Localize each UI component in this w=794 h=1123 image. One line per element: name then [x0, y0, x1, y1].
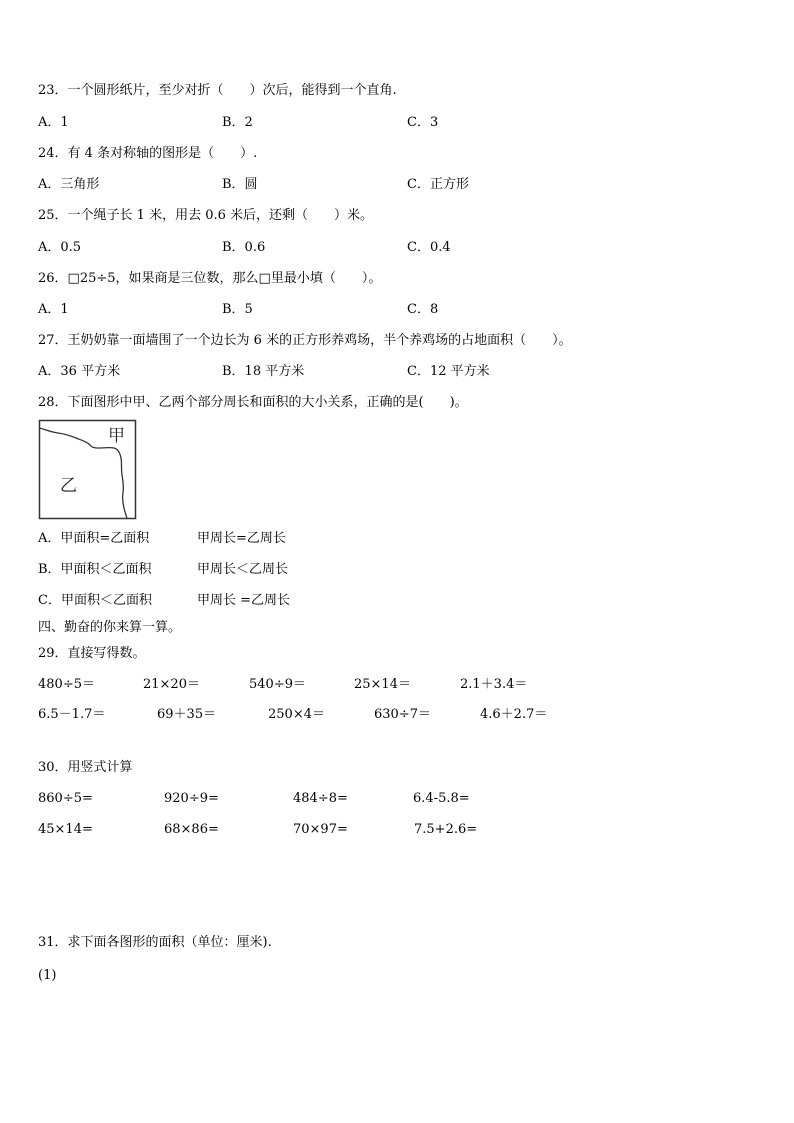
q24-option-b: B．圆: [222, 177, 258, 192]
q30-calc: 7.5+2.6=: [414, 822, 478, 837]
q27-option-c: C．12 平方米: [407, 364, 490, 379]
q30-stem: 30．用竖式计算: [38, 760, 133, 775]
q24-option-a: A．三角形: [38, 177, 100, 192]
q31-stem: 31．求下面各图形的面积（单位：厘米).: [38, 935, 272, 950]
q25-option-c: C．0.4: [407, 240, 451, 255]
q25-option-a: A．0.5: [38, 240, 82, 255]
figure-label-yi: 乙: [60, 476, 77, 496]
q29-calc: 21×20＝: [143, 677, 200, 692]
q30-calc: 68×86=: [164, 822, 219, 837]
q30-calc: 484÷8=: [293, 791, 348, 806]
q29-calc: 4.6＋2.7＝: [480, 707, 548, 722]
section-4-title: 四、勤奋的你来算一算。: [38, 620, 182, 635]
q28-stem: 28．下面图形中甲、乙两个部分周长和面积的大小关系，正确的是( )。: [38, 395, 468, 410]
q27-option-b: B．18 平方米: [222, 364, 305, 379]
q29-calc: 480÷5＝: [38, 677, 95, 692]
q28-option-b-perimeter: 甲周长＜乙周长: [197, 562, 289, 577]
q31-sub-1: (1): [38, 968, 57, 983]
q28-figure-drawing: [38, 419, 138, 521]
figure-label-jia: 甲: [108, 426, 125, 446]
q26-stem: 26．□25÷5，如果商是三位数，那么□里最小填（ ）。: [38, 271, 382, 286]
q23-option-c: C．3: [407, 115, 439, 130]
q25-stem: 25．一个绳子长 1 米，用去 0.6 米后，还剩（ ）米。: [38, 208, 374, 223]
q25-option-b: B．0.6: [222, 240, 266, 255]
q29-calc: 2.1＋3.4＝: [460, 677, 528, 692]
q29-calc: 6.5－1.7＝: [38, 707, 106, 722]
q29-calc: 69＋35＝: [157, 707, 217, 722]
q26-option-b: B．5: [222, 302, 253, 317]
q23-option-b: B．2: [222, 115, 253, 130]
q29-calc: 630÷7＝: [374, 707, 431, 722]
q28-option-a-area: A．甲面积=乙面积: [38, 531, 150, 546]
q30-calc: 920÷9=: [164, 791, 219, 806]
q28-option-b-area: B．甲面积＜乙面积: [38, 562, 152, 577]
q29-calc: 540÷9＝: [249, 677, 306, 692]
q27-option-a: A．36 平方米: [38, 364, 121, 379]
q28-option-c-perimeter: 甲周长 =乙周长: [197, 593, 291, 608]
q23-option-a: A．1: [38, 115, 69, 130]
q27-stem: 27．王奶奶靠一面墙围了一个边长为 6 米的正方形养鸡场，半个养鸡场的占地面积（ ）。: [38, 333, 572, 348]
q30-calc: 6.4-5.8=: [413, 791, 470, 806]
q23-stem: 23．一个圆形纸片，至少对折（ ）次后，能得到一个直角.: [38, 83, 397, 98]
q29-calc: 250×4＝: [268, 707, 325, 722]
q24-stem: 24．有 4 条对称轴的图形是（ ）.: [38, 146, 258, 161]
q30-calc: 860÷5=: [38, 791, 93, 806]
q30-calc: 70×97=: [293, 822, 348, 837]
q29-calc: 25×14＝: [354, 677, 411, 692]
q28-figure: [38, 419, 138, 521]
q29-stem: 29．直接写得数。: [38, 646, 146, 661]
q26-option-a: A．1: [38, 302, 69, 317]
q26-option-c: C．8: [407, 302, 439, 317]
q30-calc: 45×14=: [38, 822, 93, 837]
q24-option-c: C．正方形: [407, 177, 469, 192]
q28-option-a-perimeter: 甲周长=乙周长: [197, 531, 286, 546]
q28-option-c-area: C．甲面积＜乙面积: [38, 593, 152, 608]
